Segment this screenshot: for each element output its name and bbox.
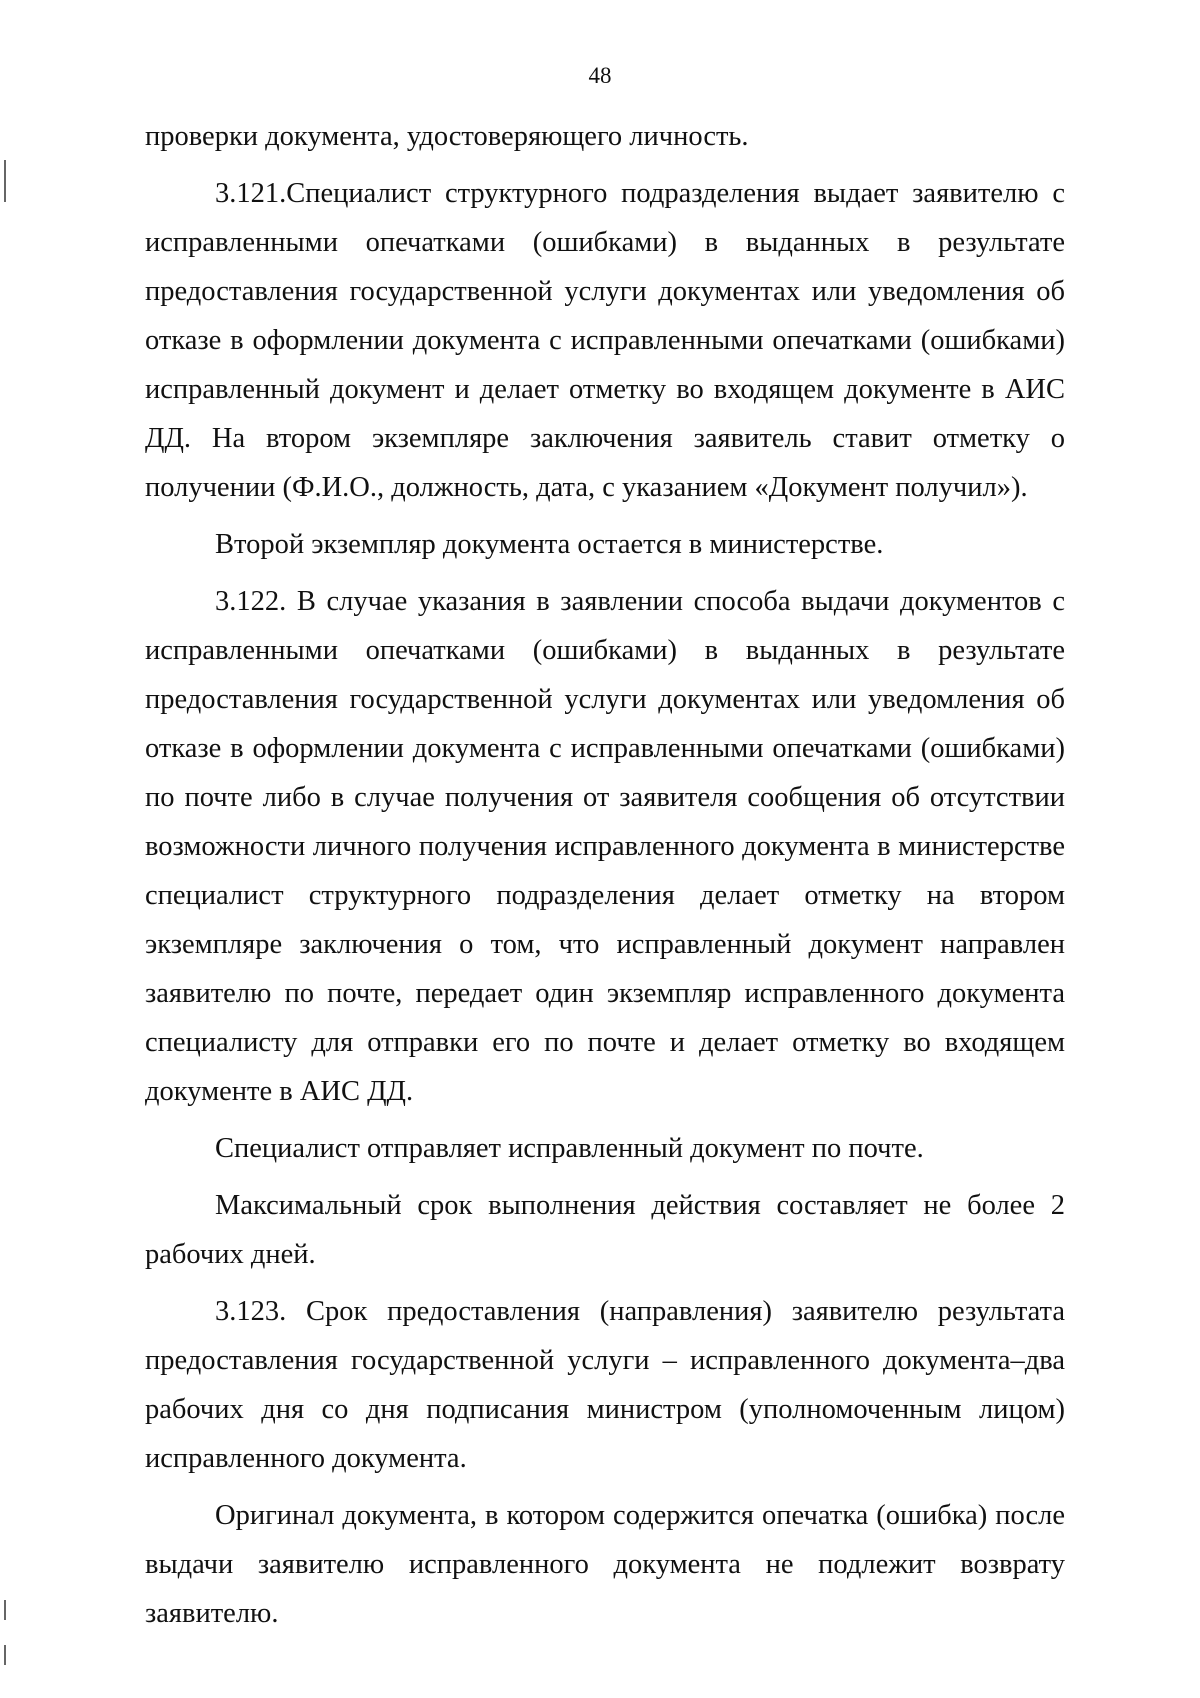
scan-edge-mark-bottom-2 bbox=[4, 1645, 6, 1665]
paragraph-continuation: проверки документа, удостоверяющего личность. bbox=[145, 121, 749, 152]
page-number: 48 bbox=[588, 63, 612, 88]
paragraph-original-document: Оригинал документа, в котором содержится опечатка (ошибка) после выдачи заявителю исправленного документа не подлежит возврату заявителю. bbox=[145, 1500, 1065, 1629]
paragraph-3-121: 3.121.Специалист структурного подразделения выдает заявителю с исправленными опечатками (ошибками) в выданных в результате предоставления государственной услуги документах или уведомления об отказе в оформлении документа с исправленными опечатками (ошибками) исправленный документ и делает отметку во входящем документе в АИС ДД. На втором экземпляре заключения заявитель ставит отметку о получении (Ф.И.О., должность, дата, с указанием «Документ получил»). bbox=[145, 178, 1065, 503]
paragraph-max-term: Максимальный срок выполнения действия составляет не более 2 рабочих дней. bbox=[145, 1190, 1065, 1270]
paragraph-3-123: 3.123. Срок предоставления (направления) заявителю результата предоставления государственной услуги – исправленного документа–два рабочих дня со дня подписания министром (уполномоченным лицом) исправленного документа. bbox=[145, 1296, 1065, 1474]
paragraph-specialist-sends: Специалист отправляет исправленный документ по почте. bbox=[215, 1133, 924, 1164]
scan-edge-mark-bottom bbox=[4, 1600, 6, 1620]
paragraph-second-copy: Второй экземпляр документа остается в министерстве. bbox=[215, 529, 884, 560]
paragraph-3-122: 3.122. В случае указания в заявлении способа выдачи документов с исправленными опечатками (ошибками) в выданных в результате предоставления государственной услуги документах или уведомления об отказе в оформлении документа с исправленными опечатками (ошибками) по почте либо в случае получения от заявителя сообщения об отсутствии возможности личного получения исправленного документа в министерстве специалист структурного подразделения делает отметку на втором экземпляре заключения о том, что исправленный документ направлен заявителю по почте, передает один экземпляр исправленного документа специалисту для отправки его по почте и делает отметку во входящем документе в АИС ДД. bbox=[145, 586, 1065, 1107]
scan-edge-mark-top bbox=[4, 160, 6, 202]
document-body bbox=[145, 112, 1065, 1646]
